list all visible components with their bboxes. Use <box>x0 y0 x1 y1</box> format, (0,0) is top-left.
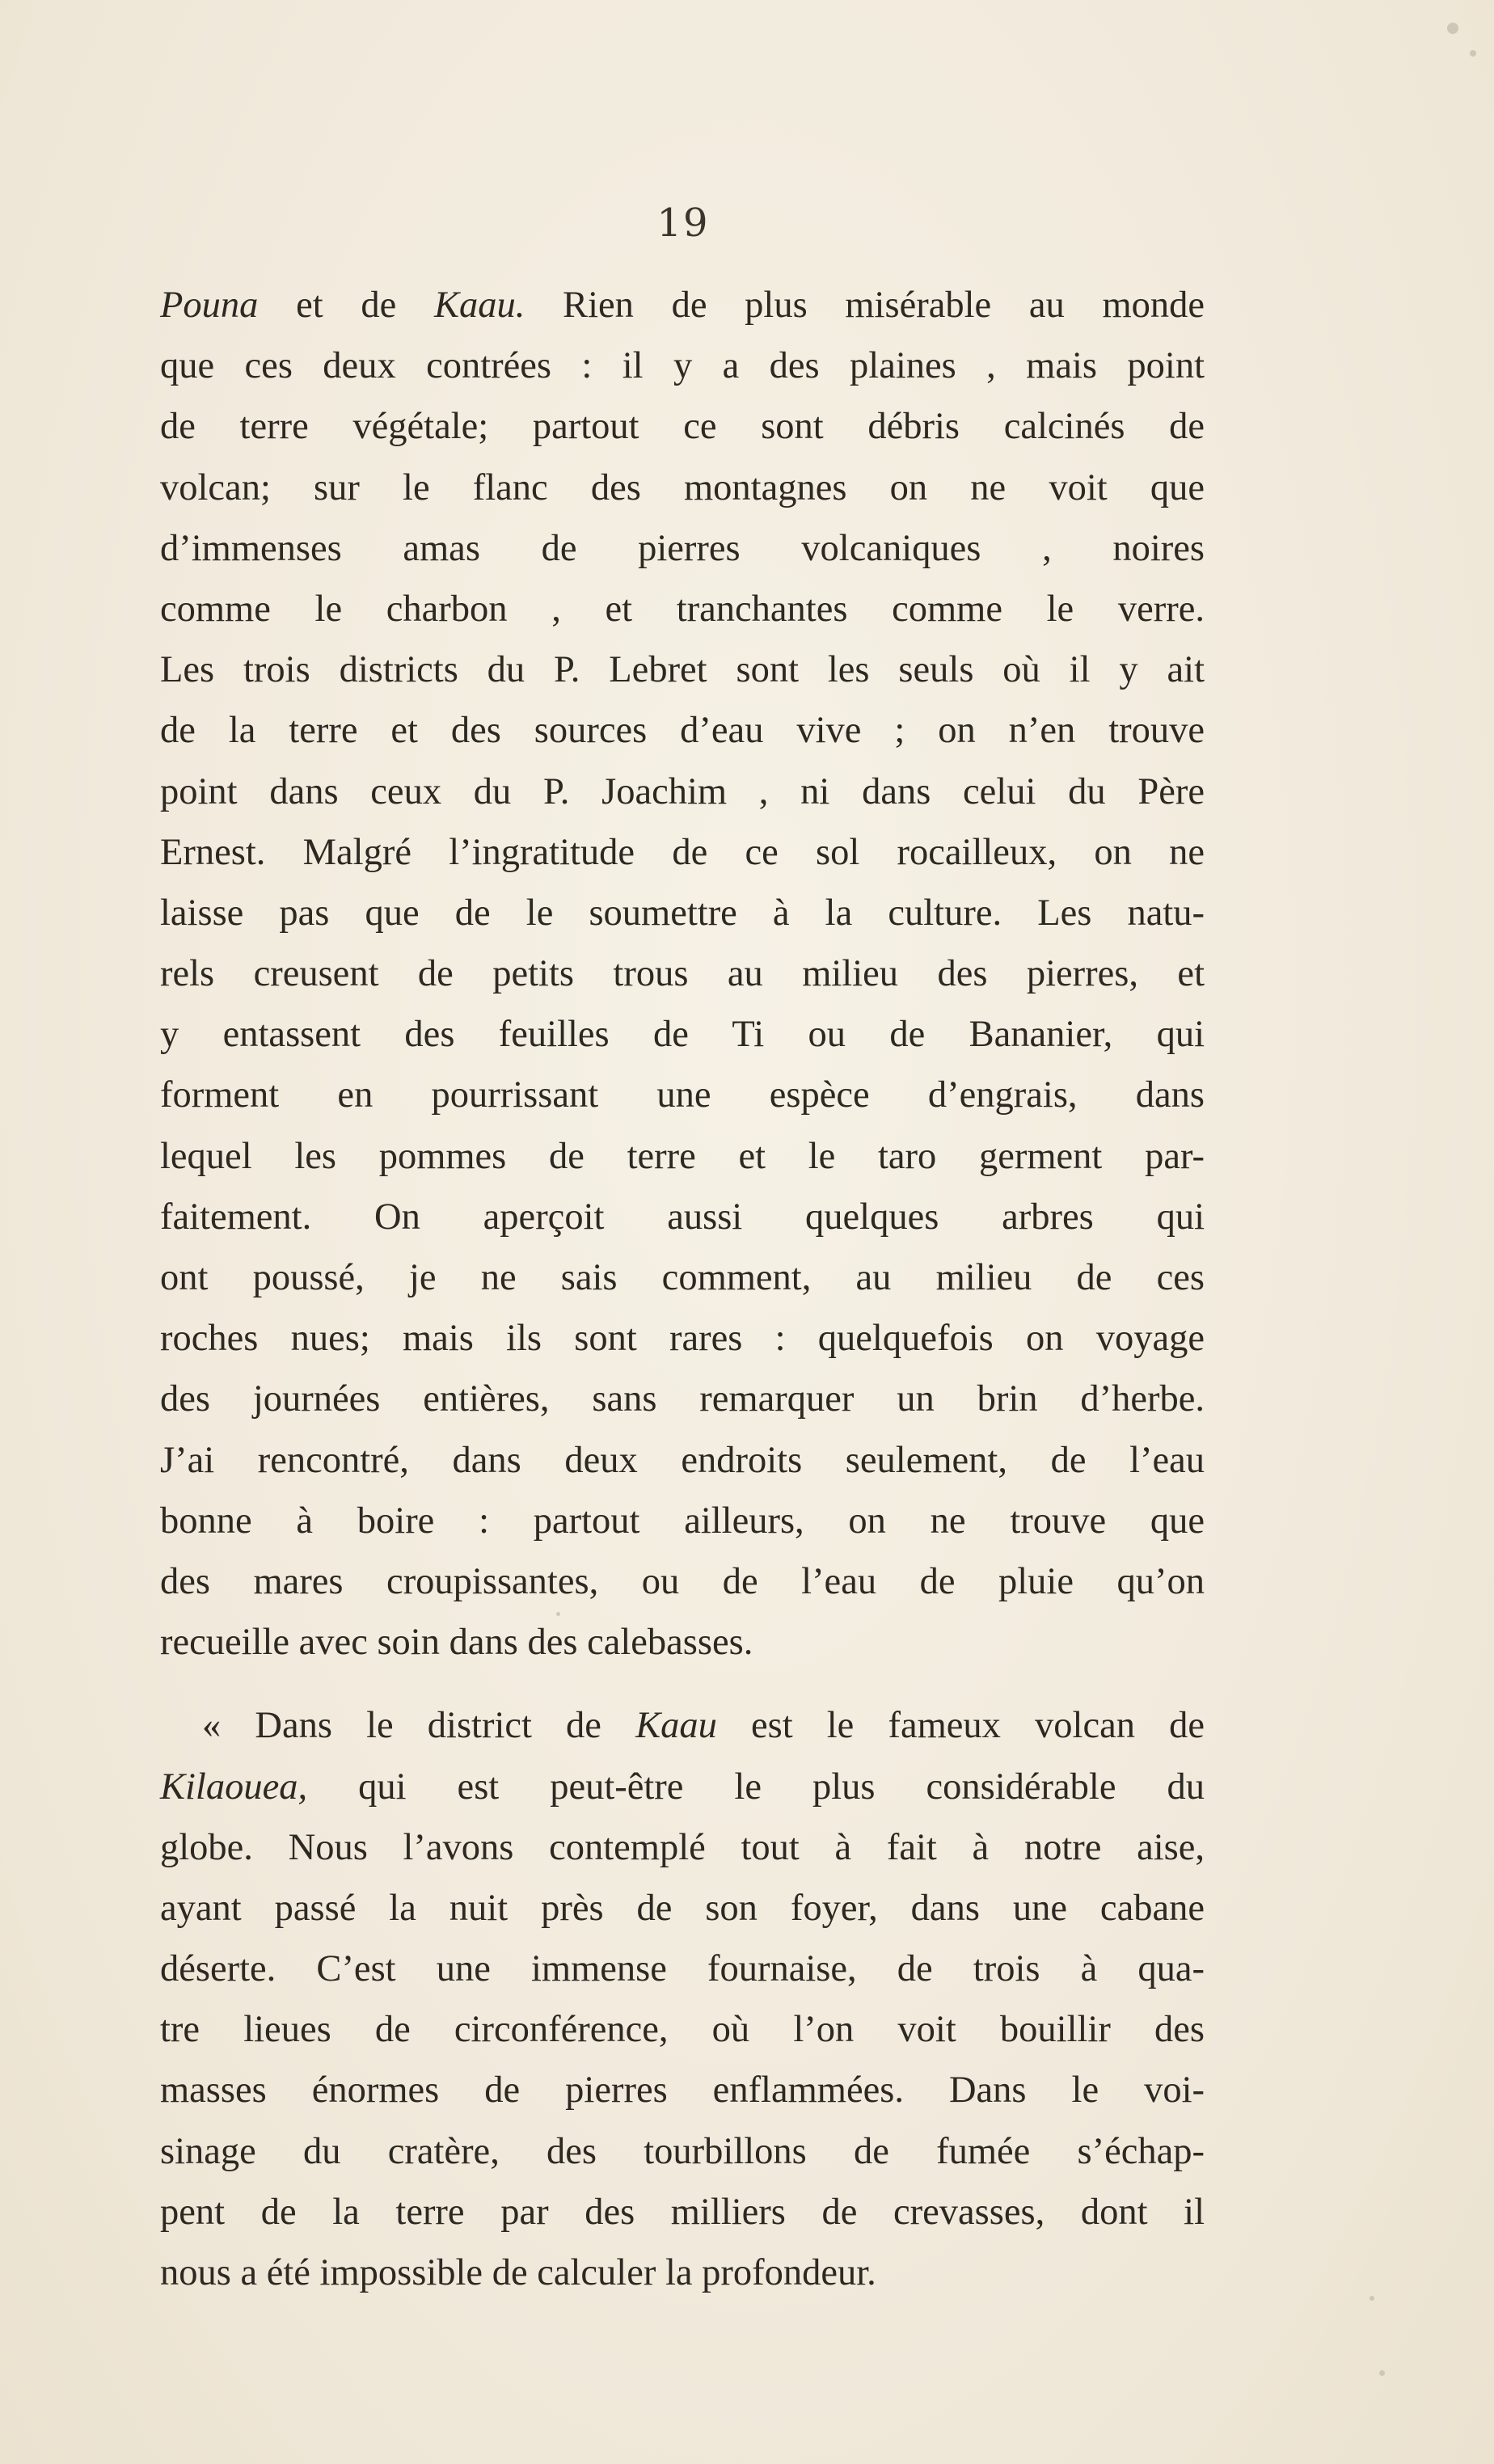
text-line: J’ai rencontré, dans deux endroits seulement, de l’eau <box>160 1439 1205 1481</box>
text-line: bonne à boire : partout ailleurs, on ne trouve que <box>160 1500 1205 1542</box>
text-line: nous a été impossible de calculer la profondeur. <box>160 2252 876 2293</box>
text-line: pent de la terre par des milliers de crevasses, dont il <box>160 2191 1205 2233</box>
place-name-kaau: Kaau. <box>433 285 525 326</box>
text-line: ayant passé la nuit près de son foyer, dans une cabane <box>160 1887 1205 1929</box>
text-run: est le fameux volcan de <box>716 1705 1205 1747</box>
text-line: de la terre et des sources d’eau vive ; on n’en trouve <box>160 710 1205 752</box>
text-line: rels creusent de petits trous au milieu des pierres, et <box>160 953 1205 995</box>
place-name-kaau: Kaau <box>635 1705 717 1747</box>
text-line-para2-first <box>160 1695 1205 1756</box>
text-line: tre lieues de circonférence, où l’on voit bouillir des <box>160 2009 1205 2051</box>
paper-speck <box>556 1612 560 1616</box>
text-line: des mares croupissantes, ou de l’eau de pluie qu’on <box>160 1560 1205 1602</box>
paper-speck <box>1470 50 1476 57</box>
text-line: roches nues; mais ils sont rares : quelquefois on voyage <box>160 1318 1205 1360</box>
text-line: masses énormes de pierres enflammées. Dans le voi- <box>160 2070 1205 2112</box>
text-line: déserte. C’est une immense fournaise, de trois à qua- <box>160 1948 1205 1990</box>
text-line-para2-second <box>160 1757 1205 1817</box>
text-line: Ernest. Malgré l’ingratitude de ce sol rocailleux, on ne <box>160 831 1205 873</box>
text-line: de terre végétale; partout ce sont débris calcinés de <box>160 406 1205 448</box>
place-name-pouna: Pouna <box>160 285 259 326</box>
text-line: sinage du cratère, des tourbillons de fumée s’échap- <box>160 2130 1205 2172</box>
text-line: lequel les pommes de terre et le taro germent par- <box>160 1135 1205 1177</box>
text-line: globe. Nous l’avons contemplé tout à fait à notre aise, <box>160 1826 1205 1868</box>
text-line: recueille avec soin dans des calebasses. <box>160 1622 753 1664</box>
text-line: volcan; sur le flanc des montagnes on ne voit que <box>160 466 1205 508</box>
paper-speck <box>1370 2296 1374 2301</box>
text-line-1 <box>160 275 1205 335</box>
text-line: Les trois districts du P. Lebret sont les seuls où il y ait <box>160 649 1205 691</box>
text-line: des journées entières, sans remarquer un brin d’herbe. <box>160 1378 1205 1420</box>
text-line: faitement. On aperçoit aussi quelques arbres qui <box>160 1196 1205 1238</box>
paper-speck <box>1447 23 1458 34</box>
text-run: et de <box>258 285 434 326</box>
text-body <box>160 275 1205 2303</box>
paragraph-1 <box>160 275 1205 1673</box>
page-number: 19 <box>656 200 710 246</box>
text-line: comme le charbon , et tranchantes comme le verre. <box>160 588 1205 630</box>
text-run: qui est peut-être le plus considérable du <box>307 1766 1205 1808</box>
paragraph-2 <box>160 1695 1205 2303</box>
text-line: ont poussé, je ne sais comment, au milieu de ces <box>160 1257 1205 1298</box>
text-line: d’immenses amas de pierres volcaniques , noires <box>160 527 1205 569</box>
text-line: laisse pas que de le soumettre à la culture. Les natu- <box>160 892 1205 934</box>
text-line: point dans ceux du P. Joachim , ni dans celui du Père <box>160 770 1205 812</box>
place-name-kilaouea: Kilaouea, <box>160 1766 308 1808</box>
text-run: « Dans le district de <box>202 1705 636 1747</box>
paper-speck <box>1379 2370 1385 2376</box>
text-line: y entassent des feuilles de Ti ou de Bananier, qui <box>160 1014 1205 1056</box>
text-line: que ces deux contrées : il y a des plaines , mais point <box>160 345 1205 387</box>
text-run: Rien de plus misérable au monde <box>525 285 1205 326</box>
text-line: forment en pourrissant une espèce d’engrais, dans <box>160 1074 1205 1116</box>
